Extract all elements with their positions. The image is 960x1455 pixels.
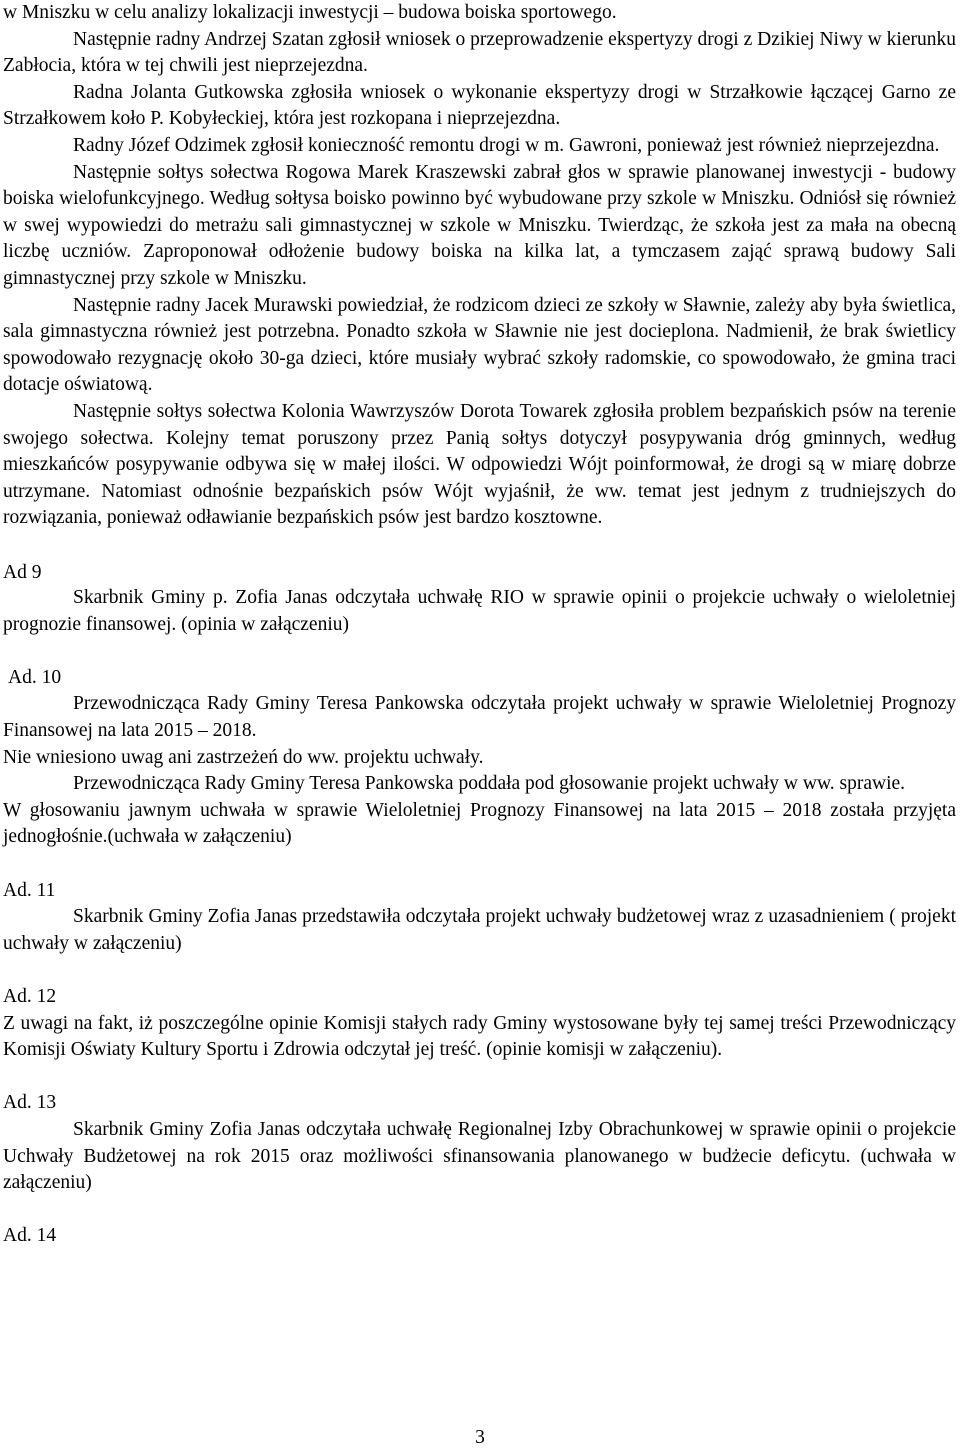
spacer [3,1064,956,1091]
paragraph-ad-10-uwagi: Nie wniesiono uwag ani zastrzeżeń do ww. projektu uchwały. [3,746,484,768]
paragraph-szatan-wniosek: Następnie radny Andrzej Szatan zgłosił wniosek o przeprowadzenie ekspertyzy drogi z Dzikiej Niwy w kierunku Zabłocia, która w tej chwili jest nieprzejezdna. [3,28,956,77]
heading-ad-11: Ad. 11 [3,879,56,901]
spacer [3,957,956,984]
paragraph-murawski-wypowiedz: Następnie radny Jacek Murawski powiedział, że rodzicom dzieci ze szkoły w Sławnie, zależy aby była świetlica, sala gimnastyczna również jest potrzebna. Ponadto szkoła w Sławnie nie jest docieplona. Nadmienił, że brak świetlicy spowodowało rezygnację około 30-ga dzieci, które musiały wybrać szkoły radomskie, co spowodowało, że gmina traci dotacje oświatową. [3,294,956,396]
paragraph-odzimek-wniosek: Radny Józef Odzimek zgłosił konieczność remontu drogi w m. Gawroni, ponieważ jest również nieprzejezdna. [73,134,940,156]
paragraph-ad-11: Skarbnik Gminy Zofia Janas przedstawiła odczytała projekt uchwały budżetowej wraz z uzasadnieniem ( projekt uchwały w załączeniu) [3,906,956,954]
page-number: 3 [475,1427,485,1448]
spacer [3,532,956,559]
paragraph-ad-13: Skarbnik Gminy Zofia Janas odczytała uchwałę Regionalnej Izby Obrachunkowej w sprawie opinii o projekcie Uchwały Budżetowej na rok 2015 oraz możliwości sfinansowania planowanego w budżecie deficytu. (uchwała w załączeniu) [3,1118,956,1194]
spacer [3,851,956,878]
heading-ad-12: Ad. 12 [3,985,57,1007]
paragraph-ad-12: Z uwagi na fakt, iż poszczególne opinie Komisji stałych rady Gminy wystosowane były tej samej treści Przewodniczący Komisji Oświaty Kultury Sportu i Zdrowia odczytał jej treść. (opinie komisji w załączeniu). [3,1012,956,1061]
heading-ad-13: Ad. 13 [3,1092,57,1114]
document-body [3,0,956,1250]
paragraph-ad-10-glosowanie: Przewodnicząca Rady Gminy Teresa Pankowska poddała pod głosowanie projekt uchwały w ww. sprawie. [73,773,906,795]
paragraph-kraszewski-wypowiedz: Następnie sołtys sołectwa Rogowa Marek Kraszewski zabrał głos w sprawie planowanej inwestycji - budowy boiska wielofunkcyjnego. Według sołtysa boisko powinno być wybudowane przy szkole w Mniszku. Odniósł się również w swej wypowiedzi do metrażu sali gimnastycznej w szkole w Mniszku. Twierdząc, że szkoła jest za mała na obecną liczbę uczniów. Zaproponował odłożenie budowy boiska na kilka lat, a tymczasem zająć sprawą budowy Sali gimnastycznej przy szkole w Mniszku. [3,161,956,289]
heading-ad-10: Ad. 10 [8,666,62,688]
paragraph-towarek-wypowiedz: Następnie sołtys sołectwa Kolonia Wawrzyszów Dorota Towarek zgłosiła problem bezpańskich psów na terenie swojego sołectwa. Kolejny temat poruszony przez Panią sołtys dotyczył posypywania dróg gminnych, według mieszkańców posypywanie odbywa się w małej ilości. W odpowiedzi Wójt poinformował, że drogi są w miarę dobrze utrzymane. Natomiast odnośnie bezpańskich psów Wójt wyjaśnił, że ww. temat jest jednym z trudniejszych do rozwiązania, ponieważ odławianie bezpańskich psów jest bardzo kosztowne. [3,400,956,529]
heading-ad-14: Ad. 14 [3,1225,57,1247]
heading-ad-9: Ad 9 [3,562,42,584]
paragraph-ad-9: Skarbnik Gminy p. Zofia Janas odczytała uchwałę RIO w sprawie opinii o projekcie uchwały o wieloletniej prognozie finansowej. (opinia w załączeniu) [3,587,956,635]
paragraph-ad-10-projekt: Przewodnicząca Rady Gminy Teresa Pankowska odczytała projekt uchwały w sprawie Wieloletniej Prognozy Finansowej na lata 2015 – 2018. [3,693,956,742]
paragraph-ad-10-wynik: W głosowaniu jawnym uchwała w sprawie Wieloletniej Prognozy Finansowej na lata 2015 – 2018 została przyjęta jednogłośnie.(uchwała w załączeniu) [3,799,956,848]
paragraph-boisko-lokalizacja: w Mniszku w celu analizy lokalizacji inwestycji – budowa boiska sportowego. [3,2,617,23]
paragraph-gutkowska-wniosek: Radna Jolanta Gutkowska zgłosiła wniosek o wykonanie ekspertyzy drogi w Strzałkowie łączącej Garno ze Strzałkowem koło P. Kobyłeckiej, która jest rozkopana i nieprzejezdna. [3,81,956,130]
spacer [3,638,956,665]
spacer [3,1197,956,1224]
